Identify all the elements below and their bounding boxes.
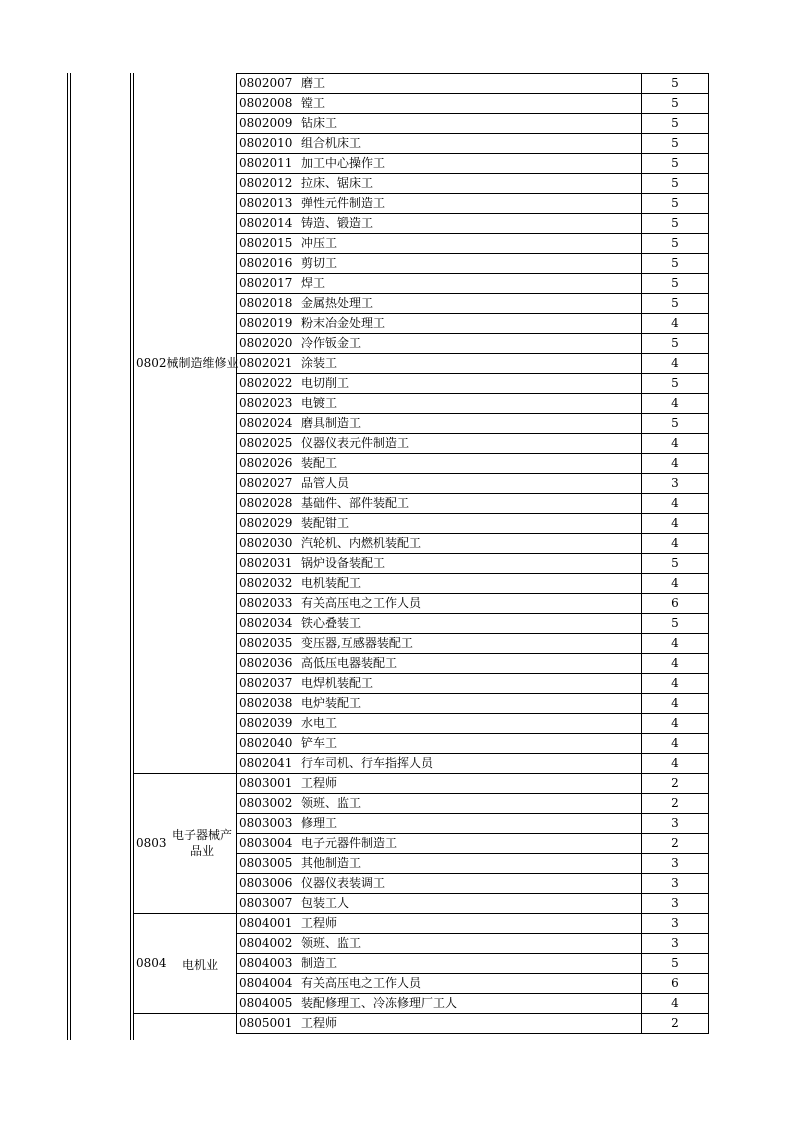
occupation-title: 变压器,互感器装配工: [301, 636, 413, 650]
occupation-code: 0802027: [239, 476, 293, 490]
occupation-cell: [237, 94, 642, 114]
table-row: [237, 454, 709, 474]
occupation-title: 锅炉设备装配工: [301, 556, 386, 570]
table-row: [237, 974, 709, 994]
risk-level: 5: [642, 554, 709, 574]
category-code: 0803: [136, 836, 167, 850]
occupation-code: 0804003: [239, 956, 293, 970]
table-row: [237, 74, 709, 94]
occupation-cell: [237, 594, 642, 614]
table-row: [237, 194, 709, 214]
occupation-title: 磨工: [301, 76, 326, 90]
table-row: [237, 914, 709, 934]
occupation-cell: [237, 534, 642, 554]
occupation-title: 制造工: [301, 956, 338, 970]
occupation-code: 0802030: [239, 536, 293, 550]
risk-level: 5: [642, 334, 709, 354]
occupation-cell: [237, 814, 642, 834]
risk-level: 4: [642, 634, 709, 654]
table-row: [237, 554, 709, 574]
occupation-title: 仪器仪表元件制造工: [301, 436, 410, 450]
occupation-title: 包装工人: [301, 896, 350, 910]
table-row: [237, 674, 709, 694]
risk-level: 4: [642, 354, 709, 374]
occupation-code: 0804004: [239, 976, 293, 990]
occupation-code: 0802008: [239, 96, 293, 110]
occupation-title: 涂装工: [301, 356, 338, 370]
occupation-code: 0802037: [239, 676, 293, 690]
occupation-code: 0803006: [239, 876, 293, 890]
table-row: [237, 594, 709, 614]
table-row: [237, 494, 709, 514]
table-row: [237, 574, 709, 594]
frame-line-outer: [67, 73, 68, 1040]
occupation-code: 0802035: [239, 636, 293, 650]
occupation-title: 金属热处理工: [301, 296, 374, 310]
occupation-cell: [237, 654, 642, 674]
risk-level: 5: [642, 134, 709, 154]
occupation-cell: [237, 674, 642, 694]
occupation-title: 领班、监工: [301, 936, 362, 950]
risk-level: 2: [642, 834, 709, 854]
table-row: [237, 814, 709, 834]
occupation-cell: [237, 774, 642, 794]
risk-level: 4: [642, 454, 709, 474]
table-row: [237, 94, 709, 114]
table-row: [237, 314, 709, 334]
occupation-cell: [237, 314, 642, 334]
occupation-title: 加工中心操作工: [301, 156, 386, 170]
category-cell-0802: [133, 73, 239, 773]
occupation-code: 0802032: [239, 576, 293, 590]
table-row: [237, 134, 709, 154]
occupation-cell: [237, 294, 642, 314]
table-row: [237, 274, 709, 294]
table-row: [237, 394, 709, 414]
occupation-code: 0802016: [239, 256, 293, 270]
occupation-title: 有关高压电之工作人员: [301, 596, 422, 610]
occupation-code: 0802029: [239, 516, 293, 530]
occupation-cell: [237, 234, 642, 254]
occupation-cell: [237, 574, 642, 594]
occupation-title: 电炉装配工: [301, 696, 362, 710]
occupation-code: 0802013: [239, 196, 293, 210]
risk-level: 3: [642, 894, 709, 914]
occupation-code: 0804005: [239, 996, 293, 1010]
occupation-code: 0802036: [239, 656, 293, 670]
occupation-cell: [237, 254, 642, 274]
frame-line-inner: [70, 73, 71, 1040]
table-row: [237, 994, 709, 1014]
occupation-title: 修理工: [301, 816, 338, 830]
occupation-cell: [237, 454, 642, 474]
table-row: [237, 474, 709, 494]
risk-level: 5: [642, 214, 709, 234]
occupation-cell: [237, 514, 642, 534]
occupation-code: 0802034: [239, 616, 293, 630]
table-row: [237, 174, 709, 194]
occupation-cell: [237, 854, 642, 874]
occupation-cell: [237, 734, 642, 754]
table-row: [237, 614, 709, 634]
occupation-code: 0802022: [239, 376, 293, 390]
occupation-title: 冲压工: [301, 236, 338, 250]
occupation-title: 领班、监工: [301, 796, 362, 810]
occupation-code: 0802007: [239, 76, 293, 90]
risk-level: 5: [642, 94, 709, 114]
occupation-cell: [237, 834, 642, 854]
occupation-code: 0802011: [239, 156, 293, 170]
occupation-code: 0802039: [239, 716, 293, 730]
occupation-cell: [237, 354, 642, 374]
occupation-code: 0803005: [239, 856, 293, 870]
risk-level: 3: [642, 874, 709, 894]
occupation-cell: [237, 474, 642, 494]
table-row: [237, 854, 709, 874]
risk-level: 4: [642, 694, 709, 714]
risk-level: 3: [642, 914, 709, 934]
occupation-code: 0803007: [239, 896, 293, 910]
occupation-cell: [237, 694, 642, 714]
risk-level: 4: [642, 494, 709, 514]
occupation-code: 0802028: [239, 496, 293, 510]
risk-level: 5: [642, 954, 709, 974]
occupation-code: 0805001: [239, 1016, 293, 1030]
category-code: 0804: [136, 956, 167, 970]
occupation-code: 0802031: [239, 556, 293, 570]
table-row: [237, 834, 709, 854]
occupation-cell: [237, 74, 642, 94]
occupation-title: 电机装配工: [301, 576, 362, 590]
occupation-title: 拉床、锯床工: [301, 176, 374, 190]
occupation-cell: [237, 794, 642, 814]
occupation-code: 0803001: [239, 776, 293, 790]
risk-level: 5: [642, 254, 709, 274]
occupation-cell: [237, 174, 642, 194]
occupation-code: 0803002: [239, 796, 293, 810]
risk-level: 5: [642, 174, 709, 194]
occupation-cell: [237, 554, 642, 574]
occupation-code: 0802015: [239, 236, 293, 250]
occupation-code: 0802033: [239, 596, 293, 610]
occupation-code: 0804002: [239, 936, 293, 950]
risk-level: 4: [642, 654, 709, 674]
category-cell-0804: [133, 913, 236, 1013]
risk-level: 6: [642, 594, 709, 614]
occupation-cell: [237, 414, 642, 434]
occupation-title: 品管人员: [301, 476, 350, 490]
risk-level: 5: [642, 114, 709, 134]
table-row: [237, 734, 709, 754]
occupation-cell: [237, 714, 642, 734]
occupation-title: 工程师: [301, 776, 338, 790]
occupation-title: 铸造、锻造工: [301, 216, 374, 230]
table-row: [237, 954, 709, 974]
occupation-cell: [237, 614, 642, 634]
occupation-title: 工程师: [301, 916, 338, 930]
category-name: 电子器械产 品业: [171, 828, 232, 858]
risk-level: 3: [642, 934, 709, 954]
risk-level: 5: [642, 234, 709, 254]
occupation-title: 其他制造工: [301, 856, 362, 870]
table-row: [237, 234, 709, 254]
occupation-title: 行车司机、行车指挥人员: [301, 756, 434, 770]
occupation-title: 磨具制造工: [301, 416, 362, 430]
occupation-cell: [237, 374, 642, 394]
risk-level: 5: [642, 374, 709, 394]
occupation-title: 汽轮机、内燃机装配工: [301, 536, 422, 550]
occupation-title: 水电工: [301, 716, 338, 730]
occupation-code: 0802038: [239, 696, 293, 710]
occupation-code: 0802021: [239, 356, 293, 370]
occupation-code: 0802010: [239, 136, 293, 150]
occupation-cell: [237, 494, 642, 514]
occupation-table-body: [237, 74, 709, 1034]
table-row: [237, 634, 709, 654]
risk-level: 2: [642, 1014, 709, 1034]
risk-level: 4: [642, 674, 709, 694]
occupation-cell: [237, 874, 642, 894]
occupation-cell: [237, 434, 642, 454]
occupation-code: 0802023: [239, 396, 293, 410]
occupation-code: 0802009: [239, 116, 293, 130]
occupation-title: 仪器仪表装调工: [301, 876, 386, 890]
occupation-code: 0802017: [239, 276, 293, 290]
occupation-code: 0802025: [239, 436, 293, 450]
table-row: [237, 114, 709, 134]
occupation-title: 装配钳工: [301, 516, 350, 530]
risk-level: 6: [642, 974, 709, 994]
risk-level: 5: [642, 74, 709, 94]
risk-level: 2: [642, 794, 709, 814]
occupation-cell: [237, 394, 642, 414]
table-row: [237, 874, 709, 894]
table-row: [237, 334, 709, 354]
table-row: [237, 154, 709, 174]
risk-level: 4: [642, 994, 709, 1014]
table-row: [237, 414, 709, 434]
table-row: [237, 694, 709, 714]
table-row: [237, 754, 709, 774]
table-row: [237, 434, 709, 454]
category-line-outer: [130, 73, 131, 1040]
occupation-title: 有关高压电之工作人员: [301, 976, 422, 990]
occupation-cell: [237, 954, 642, 974]
risk-level: 5: [642, 294, 709, 314]
occupation-title: 粉末冶金处理工: [301, 316, 386, 330]
risk-level: 4: [642, 314, 709, 334]
risk-level: 4: [642, 394, 709, 414]
table-row: [237, 1014, 709, 1034]
occupation-title: 装配工: [301, 456, 338, 470]
occupation-title: 电镀工: [301, 396, 338, 410]
category-name: 械制造维修业: [166, 356, 239, 370]
table-row: [237, 934, 709, 954]
occupation-cell: [237, 974, 642, 994]
occupation-code: 0802012: [239, 176, 293, 190]
occupation-cell: [237, 934, 642, 954]
table-row: [237, 654, 709, 674]
risk-level: 4: [642, 434, 709, 454]
occupation-title: 冷作钣金工: [301, 336, 362, 350]
occupation-cell: [237, 154, 642, 174]
occupation-cell: [237, 1014, 642, 1034]
table-row: [237, 354, 709, 374]
occupation-title: 电子元器件制造工: [301, 836, 398, 850]
risk-level: 4: [642, 574, 709, 594]
occupation-title: 钻床工: [301, 116, 338, 130]
occupation-table: [236, 73, 709, 1034]
occupation-title: 铁心叠装工: [301, 616, 362, 630]
risk-level: 5: [642, 194, 709, 214]
occupation-code: 0802019: [239, 316, 293, 330]
occupation-code: 0803003: [239, 816, 293, 830]
risk-level: 4: [642, 534, 709, 554]
table-row: [237, 894, 709, 914]
occupation-title: 工程师: [301, 1016, 338, 1030]
category-cell-0803: [133, 773, 236, 913]
occupation-cell: [237, 894, 642, 914]
occupation-code: 0802024: [239, 416, 293, 430]
table-row: [237, 294, 709, 314]
occupation-title: 电焊机装配工: [301, 676, 374, 690]
risk-level: 4: [642, 514, 709, 534]
occupation-title: 镗工: [301, 96, 326, 110]
category-label: [136, 354, 239, 371]
risk-level: 4: [642, 734, 709, 754]
occupation-cell: [237, 114, 642, 134]
occupation-code: 0804001: [239, 916, 293, 930]
table-row: [237, 774, 709, 794]
occupation-cell: [237, 214, 642, 234]
occupation-title: 剪切工: [301, 256, 338, 270]
risk-level: 2: [642, 774, 709, 794]
risk-level: 4: [642, 714, 709, 734]
occupation-title: 高低压电器装配工: [301, 656, 398, 670]
category-code: 0802: [136, 356, 167, 370]
occupation-code: 0802014: [239, 216, 293, 230]
risk-level: 3: [642, 814, 709, 834]
risk-level: 3: [642, 854, 709, 874]
table-row: [237, 534, 709, 554]
occupation-cell: [237, 754, 642, 774]
occupation-code: 0802018: [239, 296, 293, 310]
occupation-code: 0802041: [239, 756, 293, 770]
occupation-title: 铲车工: [301, 736, 338, 750]
table-row: [237, 514, 709, 534]
table-row: [237, 714, 709, 734]
table-row: [237, 214, 709, 234]
occupation-cell: [237, 334, 642, 354]
table-row: [237, 254, 709, 274]
risk-level: 5: [642, 274, 709, 294]
occupation-code: 0802020: [239, 336, 293, 350]
occupation-code: 0802040: [239, 736, 293, 750]
occupation-code: 0803004: [239, 836, 293, 850]
risk-level: 4: [642, 754, 709, 774]
occupation-cell: [237, 634, 642, 654]
risk-level: 5: [642, 154, 709, 174]
table-row: [237, 374, 709, 394]
category-cell-0805: [133, 1013, 236, 1040]
occupation-title: 装配修理工、冷冻修理厂工人: [301, 996, 458, 1010]
occupation-cell: [237, 274, 642, 294]
occupation-cell: [237, 914, 642, 934]
category-name: 电机业: [182, 958, 219, 972]
occupation-title: 弹性元件制造工: [301, 196, 386, 210]
risk-level: 3: [642, 474, 709, 494]
risk-level: 5: [642, 614, 709, 634]
occupation-cell: [237, 134, 642, 154]
occupation-cell: [237, 994, 642, 1014]
occupation-title: 组合机床工: [301, 136, 362, 150]
occupation-title: 电切削工: [301, 376, 350, 390]
occupation-title: 焊工: [301, 276, 326, 290]
occupation-cell: [237, 194, 642, 214]
table-row: [237, 794, 709, 814]
risk-level: 5: [642, 414, 709, 434]
occupation-title: 基础件、部件装配工: [301, 496, 410, 510]
occupation-code: 0802026: [239, 456, 293, 470]
